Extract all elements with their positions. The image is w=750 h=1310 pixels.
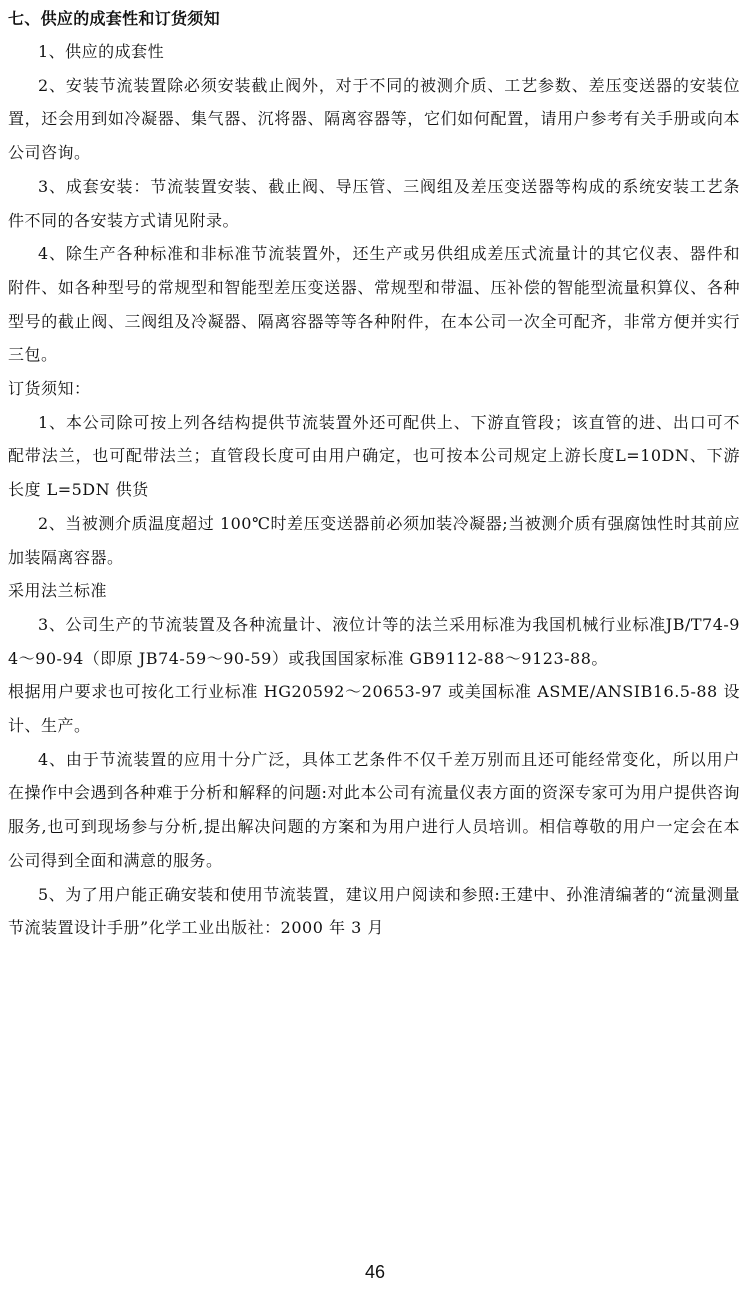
paragraph-1: 1、供应的成套性 — [38, 42, 165, 61]
page-number: 46 — [364, 1262, 386, 1282]
section-title: 七、供应的成套性和订货须知 — [8, 9, 220, 28]
page-content — [8, 2, 740, 945]
flange-standard-heading: 采用法兰标准 — [8, 581, 108, 601]
paragraph-11: 4、由于节流装置的应用十分广泛，具体工艺条件不仅千差万别而且还可能经常变化，所以用户在操作中会遇到各种难于分析和解释的问题:对此本公司有流量仪表方面的资深专家可为用户提供咨询服务,也可到现场参与分析,提出解决问题的方案和为用户进行人员培训。相信尊敬的用户一定会在本公司得到全面和满意的服务。 — [8, 749, 740, 870]
paragraph-3: 3、成套安装：节流装置安装、截止阀、导压管、三阀组及差压变送器等构成的系统安装工艺条件不同的各安装方式请见附录。 — [8, 176, 740, 230]
order-notice-heading: 订货须知： — [8, 379, 91, 399]
paragraph-12: 5、为了用户能正确安装和使用节流装置，建议用户阅读和参照:王建中、孙淮清编著的“流量测量节流装置设计手册”化学工业出版社：2000 年 3 月 — [8, 884, 740, 938]
paragraph-9: 3、公司生产的节流装置及各种流量计、液位计等的法兰采用标准为我国机械行业标准JB/T74-94～90-94（即原 JB74-59～90-59）或我国国家标准 GB9112-88～9123-88。 — [8, 614, 740, 668]
paragraph-7: 2、当被测介质温度超过 100℃时差压变送器前必须加装冷凝器;当被测介质有强腐蚀性时其前应加装隔离容器。 — [8, 513, 740, 567]
paragraph-10: 根据用户要求也可按化工行业标准 HG20592～20653-97 或美国标准 ASME/ANSIB16.5-88 设计、生产。 — [8, 682, 740, 736]
paragraph-2: 2、安装节流装置除必须安装截止阀外，对于不同的被测介质、工艺参数、差压变送器的安装位置，还会用到如冷凝器、集气器、沉将器、隔离容器等，它们如何配置，请用户参考有关手册或向本公司咨询。 — [8, 75, 740, 163]
paragraph-4: 4、除生产各种标准和非标准节流装置外，还生产或另供组成差压式流量计的其它仪表、器件和附件、如各种型号的常规型和智能型差压变送器、常规型和带温、压补偿的智能型流量积算仪、各种型号的截止阀、三阀组及冷凝器、隔离容器等等各种附件，在本公司一次全可配齐，非常方便并实行三包。 — [8, 244, 740, 365]
paragraph-6: 1、本公司除可按上列各结构提供节流装置外还可配供上、下游直管段；该直管的进、出口可不配带法兰，也可配带法兰；直管段长度可由用户确定，也可按本公司规定上游长度L=10DN、下游长度 L=5DN 供货 — [8, 412, 740, 500]
